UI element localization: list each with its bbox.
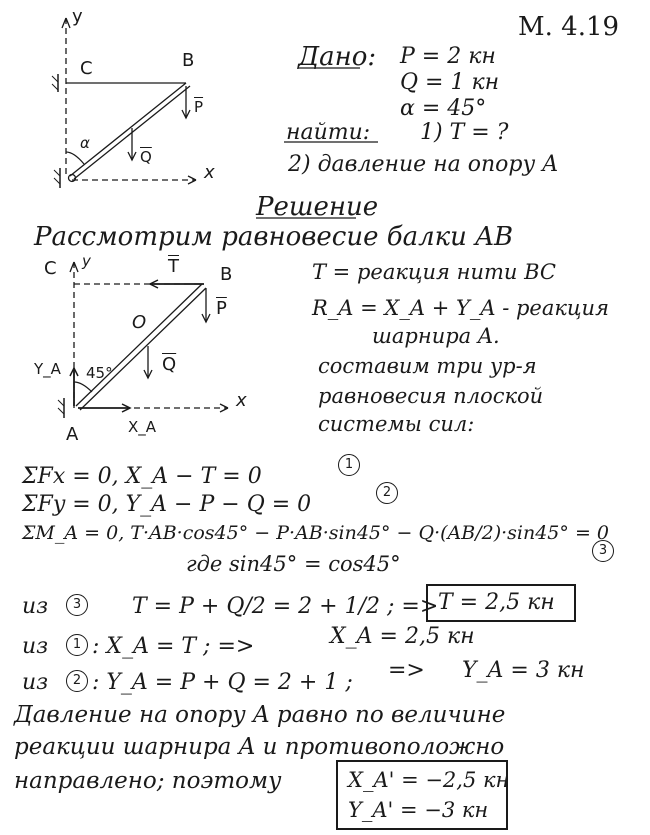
fig2-p-label: $\overline{P}$ [216,298,227,319]
fig2-ya-label: Y_A [34,360,61,378]
result-3-expression: : Y_A = P + Q = 2 + 1 ; [92,670,353,695]
conclusion-line-3: направлено; поэтому [14,768,282,794]
compose-line-2: равновесия плоской [318,384,544,408]
result-2-expression: : X_A = T ; => [92,634,255,659]
fig1-x-label: x [204,162,215,183]
given-alpha: α = 45° [400,96,487,121]
ra-definition: R_A = X_A + Y_A - реакция [312,296,609,320]
fig2-a-label: A [66,424,79,445]
conclusion-ya: Y_A' = −3 кн [348,798,489,822]
given-q: Q = 1 кн [400,70,500,95]
equation-where: где sin45° = cos45° [186,552,401,576]
result-2-from: из [22,634,49,659]
result-3-from: из [22,670,49,695]
result-3-value: Y_A = 3 кн [462,658,585,683]
result-1-box [426,584,576,622]
given-p: P = 2 кн [400,44,496,69]
fig1-b-label: B [182,50,195,71]
compose-line-1: составим три ур-я [318,354,537,378]
solution-intro: Рассмотрим равновесие балки AB [34,222,514,252]
fig1-q-label: $\overline{Q}$ [140,148,152,166]
equation-2: ΣFy = 0, Y_A − P − Q = 0 [22,492,312,517]
fig2-o-label: O [132,312,147,333]
equation-3: ΣM_A = 0, T·AB·cos45° − P·AB·sin45° − Q·(AB/2)·sin45° = 0 [22,522,609,544]
ra-definition-2: шарнира A. [372,324,500,348]
fig2-angle-label: 45° [86,364,113,382]
fig2-t-label: $\overline{T}$ [168,256,179,277]
given-title: Дано: [298,42,377,72]
problem-number: M. 4.19 [518,12,620,42]
result-2-ref: 1 [66,634,88,656]
conclusion-answer-box [336,760,508,830]
fig1-alpha-label: α [80,134,90,152]
compose-line-3: системы сил: [318,412,475,436]
find-title: найти: [286,120,371,145]
find-item2: 2) давление на опору A [288,152,559,177]
result-1-ref: 3 [66,594,88,616]
result-1-expression: T = P + Q/2 = 2 + 1/2 ; => [132,594,439,619]
equation-1: ΣFx = 0, X_A − T = 0 [22,464,262,489]
result-3-ref: 2 [66,670,88,692]
find-item1: 1) T = ? [420,120,509,145]
conclusion-xa: X_A' = −2,5 кн [348,768,510,792]
equation-3-number: 3 [592,540,614,562]
fig2-q-label: $\overline{Q}$ [162,354,177,375]
fig2-y-label: y [82,252,91,270]
equation-2-number: 2 [376,482,398,504]
fig2-x-label: x [236,390,247,411]
fig2-b-label: B [220,264,233,285]
result-1-from: из [22,594,49,619]
fig1-p-label: $\overline{P}$ [194,98,204,116]
solution-title: Решение [256,192,379,222]
equation-1-number: 1 [338,454,360,476]
fig1-y-label: y [72,6,83,27]
fig1-c-label: C [80,58,93,79]
t-definition: T = реакция нити BC [312,260,557,284]
conclusion-line-2: реакции шарнира A и противоположно [14,734,505,760]
conclusion-line-1: Давление на опору A равно по величине [14,702,506,728]
fig2-c-label: C [44,258,57,279]
result-1-value: T = 2,5 кн [438,590,555,615]
result-3-arrow: => [388,658,425,683]
result-2-value: X_A = 2,5 кн [330,624,475,649]
fig2-xa-label: X_A [128,418,157,436]
